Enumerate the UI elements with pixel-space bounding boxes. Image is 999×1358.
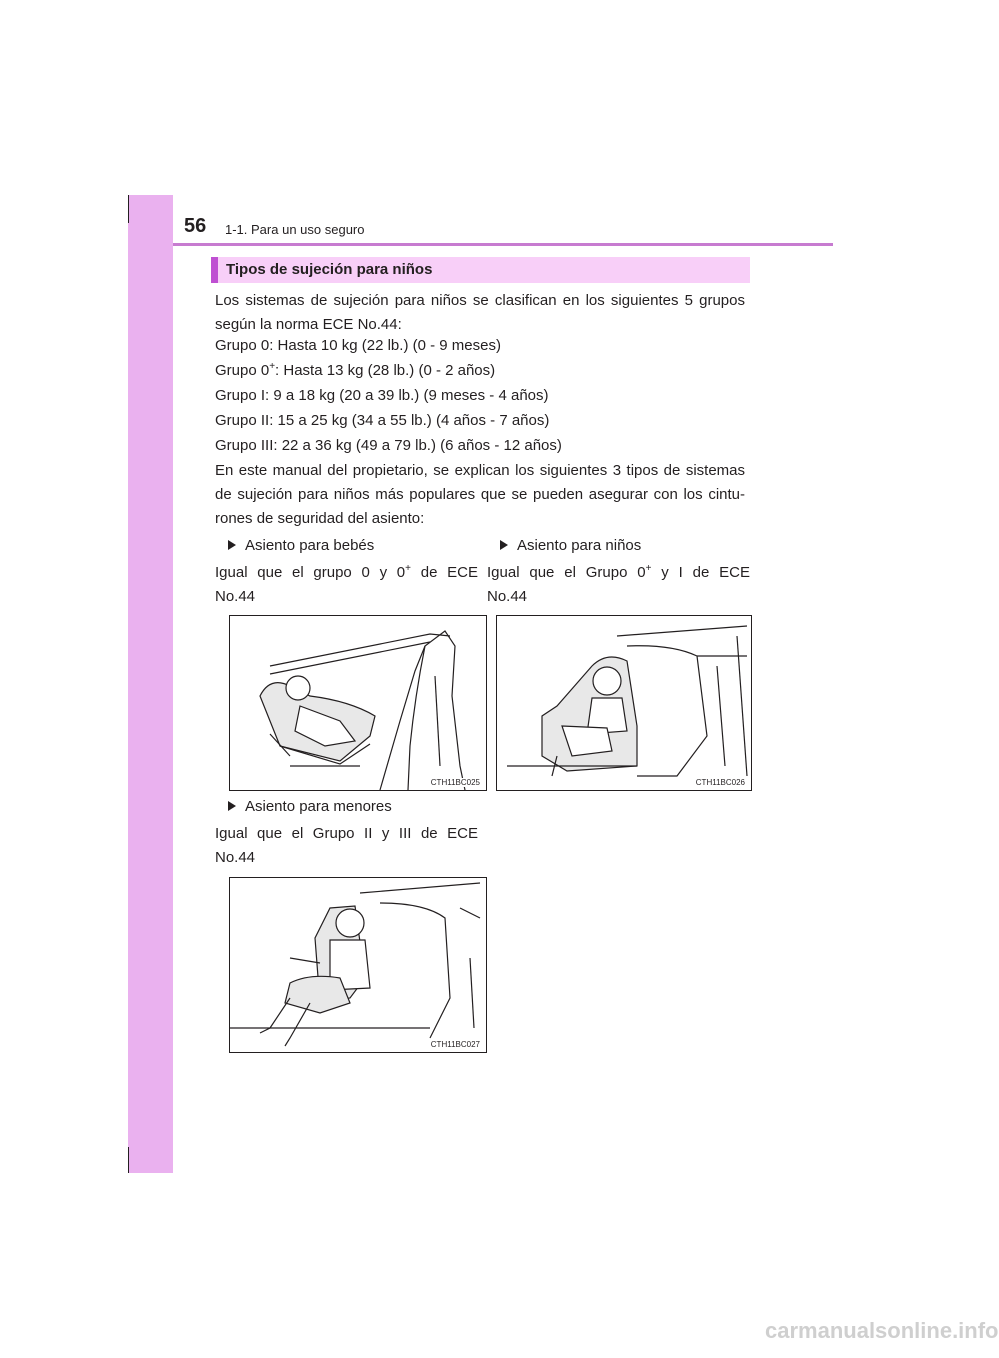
category-infant-description: Igual que el grupo 0 y 0+ de ECE No.44 <box>215 563 478 605</box>
triangle-bullet-icon <box>228 540 236 550</box>
figure-code: CTH11BC027 <box>430 1040 480 1049</box>
group-2: Grupo II: 15 a 25 kg (34 a 55 lb.) (4 años - 7 años) <box>215 412 550 429</box>
category-child-heading: Asiento para niños <box>500 537 641 554</box>
figure-code: CTH11BC026 <box>695 778 745 787</box>
category-child-description: Igual que el Grupo 0+ y I de ECE No.44 <box>487 563 750 605</box>
header-rule <box>173 243 833 246</box>
page-number: 56 <box>184 215 207 237</box>
infant-seat-illustration <box>229 615 487 791</box>
group-0-plus: Grupo 0+: Hasta 13 kg (28 lb.) (0 - 2 años) <box>215 361 496 379</box>
chapter-side-tab <box>128 195 173 1173</box>
section-path: 1-1. Para un uso seguro <box>225 222 365 237</box>
child-seat-illustration <box>496 615 752 791</box>
category-infant-heading: Asiento para bebés <box>228 537 374 554</box>
crop-mark <box>128 1147 129 1173</box>
group-1: Grupo I: 9 a 18 kg (20 a 39 lb.) (9 meses - 4 años) <box>215 387 549 404</box>
section-header <box>211 257 750 283</box>
figure-code: CTH11BC025 <box>430 778 480 787</box>
triangle-bullet-icon <box>500 540 508 550</box>
category-junior-description: Igual que el Grupo II y III de ECE No.44 <box>215 825 478 866</box>
crop-mark <box>128 195 129 223</box>
section-header-bar <box>211 257 218 283</box>
watermark: carmanualsonline.info <box>765 1318 999 1343</box>
category-junior-heading: Asiento para menores <box>228 798 392 815</box>
triangle-bullet-icon <box>228 801 236 811</box>
group-0: Grupo 0: Hasta 10 kg (22 lb.) (0 - 9 meses) <box>215 337 501 354</box>
group-3: Grupo III: 22 a 36 kg (49 a 79 lb.) (6 años - 12 años) <box>215 437 562 454</box>
section-title: Tipos de sujeción para niños <box>226 261 433 278</box>
summary-paragraph: En este manual del propietario, se explican los siguientes 3 tipos de sistemas de sujeción para niños más populares que se pueden asegurar con los cintu-rones de seguridad del asiento: <box>215 462 745 527</box>
junior-seat-illustration <box>229 877 487 1053</box>
intro-paragraph: Los sistemas de sujeción para niños se clasifican en los siguientes 5 grupos según la norma ECE No.44: <box>215 292 745 333</box>
